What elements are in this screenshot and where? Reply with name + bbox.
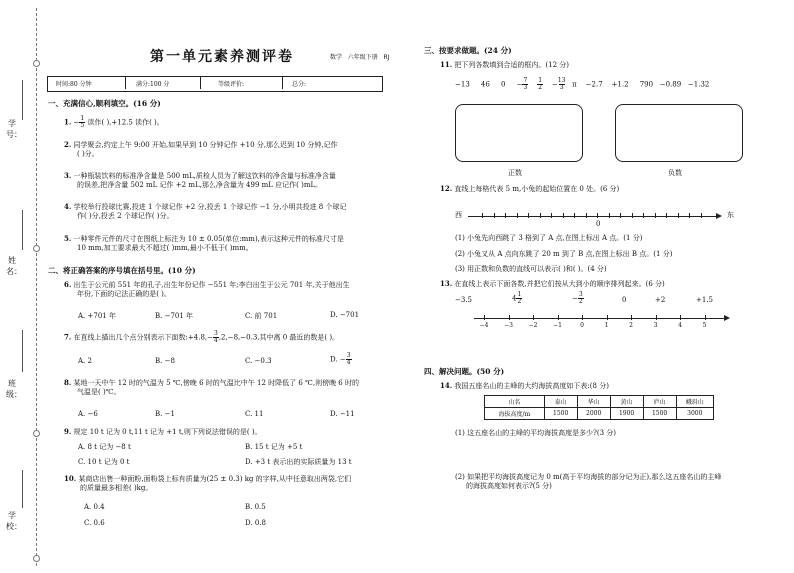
number-item: 46 (480, 80, 490, 89)
question-4 (64, 202, 346, 221)
tick-label: 4 (678, 322, 682, 329)
divider (200, 77, 201, 89)
question-9 (64, 427, 262, 437)
question-text: 年份,下面的记法正确的是( )。 (77, 290, 171, 298)
number-line-tick (551, 213, 552, 218)
question-5 (64, 234, 344, 253)
section-2-title: 二、将正确答案的序号填在括号里。(10 分) (48, 266, 196, 275)
number-line-tick (505, 213, 506, 218)
q14-sub-1: (1) 这五座名山的主峰的平均海拔高度是多少?(3 分) (455, 429, 617, 437)
q14-sub-2 (455, 473, 721, 491)
question-number: 12. (440, 184, 453, 193)
grade: 六年级下册 (347, 54, 378, 61)
option-c[interactable]: C. 0.6 (84, 519, 105, 527)
time-info: 时间:80 分钟 (56, 81, 92, 88)
fraction-denominator: 3 (523, 84, 528, 91)
number-item: −2.7 (585, 80, 603, 89)
table-header: 华山 (577, 396, 610, 408)
question-text: ,2,−8,−0.3,其中离 0 最近的数是( )。 (218, 333, 340, 342)
sign: − (516, 80, 523, 89)
question-3 (64, 171, 336, 190)
table-header: 山名 (485, 396, 545, 408)
number-item: −1.32 (687, 80, 710, 89)
option-c[interactable]: C. 10 t 记为 0 t (78, 458, 130, 466)
number-line-tick (607, 315, 608, 320)
question-text: 的误差,把净含量 502 mL 记作 +2 mL,那么净含量为 499 mL 应记作( )mL。 (77, 181, 323, 189)
question-number: 11. (440, 60, 453, 69)
negative-box[interactable] (615, 104, 743, 162)
question-number: 10. (64, 474, 77, 483)
question-text: 作( )分,投丢 2 个球记作( )分。 (77, 212, 174, 220)
question-2 (64, 140, 338, 159)
number-line-tick (631, 315, 632, 320)
option-a[interactable]: A. 2 (78, 357, 92, 365)
question-text: 的质量最多相差( )kg。 (80, 484, 153, 492)
arrow-icon (724, 315, 730, 321)
question-text: 直线上每格代表 5 m,小兔的起始位置在 0 处。(6 分) (454, 185, 620, 193)
number-line-tick (582, 315, 583, 320)
fraction-denominator: 3 (559, 84, 564, 91)
mountain-table (484, 395, 714, 420)
question-text: 在直线上表示下面各数,并把它们按从大到小的顺序排列起来。(6 分) (454, 280, 665, 288)
school-label: 学 校： (6, 511, 22, 531)
number-line-tick (482, 213, 483, 218)
binding-hole (33, 555, 40, 562)
number-item: +1.2 (611, 80, 629, 89)
question-text: 气温是( )℃。 (77, 388, 121, 396)
number-line-tick (643, 213, 644, 218)
section-4-title: 四、解决问题。(50 分) (424, 367, 505, 376)
q13-value: +1.5 (696, 296, 713, 304)
number-line-tick (609, 213, 610, 218)
table-cell: 2000 (577, 408, 610, 420)
positive-box-label: 正数 (508, 169, 522, 177)
number-line-tick (701, 213, 702, 218)
tick-label: −4 (479, 322, 489, 329)
number-list (455, 78, 709, 91)
binding-hole (33, 60, 40, 67)
tick-label: 2 (629, 322, 633, 329)
number-item: −13 (455, 80, 470, 89)
name-label: 姓 名： (6, 256, 22, 276)
sign: − (572, 294, 578, 303)
fraction-denominator: 2 (517, 298, 522, 305)
option-b[interactable]: B. 15 t 记为 +5 t (245, 443, 303, 451)
number-line-tick (655, 213, 656, 218)
q12-sub-1: (1) 小兔先向西跳了 3 格到了 A 点,在图上标出 A 点。(1 分) (455, 234, 643, 242)
q13-value (572, 292, 584, 305)
question-text: (2) 如果把平均海拔高度记为 0 m(高于平均海拔的部分记为正),那么这五座名山的主峰 (455, 473, 722, 481)
fraction-numerator: 3 (578, 291, 583, 298)
exam-info-bar (47, 76, 383, 92)
binding-hole (33, 245, 40, 252)
tick-label: 0 (580, 322, 584, 329)
grade-eval-field[interactable]: 等级评价: (218, 81, 245, 88)
score-info: 满分:100 分 (136, 81, 170, 88)
question-text: 同学聚会,约定上午 9:00 开始,如果早到 10 分钟记作 +10 分,那么迟到 10 分钟,记作 (73, 141, 338, 149)
positive-box[interactable] (455, 104, 583, 162)
question-number: 3. (64, 171, 72, 180)
sign: − (73, 118, 80, 127)
number-line-tick (680, 315, 681, 320)
question-text: 把下列各数填到合适的框内。(12 分) (454, 61, 570, 69)
question-text: 某商店出售一种面粉,面粉袋上标有质量为(25 ± 0.3) kg 的字样,从中任意取出两袋,它们 (78, 475, 352, 483)
fraction-numerator: 3 (214, 330, 218, 337)
number-line-tick (563, 213, 564, 218)
mixed-whole: 4 (512, 294, 517, 303)
option-c[interactable]: C. −0.3 (245, 357, 272, 365)
option-d[interactable]: D. −701 (330, 311, 360, 319)
number-line-tick (689, 213, 690, 218)
question-text: 一种零件元件的尺寸在图纸上标注为 10 ± 0.05(单位:mm),表示这种元件的标准尺寸是 (73, 235, 344, 243)
divider (282, 77, 283, 89)
table-cell: 1500 (643, 408, 676, 420)
question-number: 2. (64, 140, 72, 149)
edition: RJ (383, 54, 390, 61)
table-cell: 海拔高度/m (485, 408, 545, 420)
question-13 (440, 279, 665, 289)
number-line-tick (656, 315, 657, 320)
question-text: 10 mm,加工要求最大不超过( )mm,最小不低于( )mm。 (77, 244, 253, 252)
question-number: 1. (64, 117, 72, 127)
q12-sub-2: (2) 小兔又从 A 点向东跳了 20 m 到了 B 点,在图上标出 B 点。(1 分) (455, 250, 673, 258)
tick-label: 3 (653, 322, 658, 329)
question-number: 13. (440, 279, 453, 288)
option-d[interactable]: D. 0.8 (245, 519, 266, 527)
question-8 (64, 378, 359, 397)
fraction-denominator: 4 (346, 359, 351, 366)
school-blank[interactable] (22, 470, 23, 508)
question-number: 7. (64, 332, 72, 342)
zero-label: 0 (596, 220, 601, 228)
number-line-13 (474, 318, 728, 319)
number-line-tick (678, 213, 679, 218)
binding-fold-line (36, 8, 37, 566)
question-text: 某地一天中午 12 时的气温为 5 ℃,傍晚 6 时的气温比中午 12 时降低了 6 ℃,则傍晚 6 时的 (73, 379, 359, 387)
number-line-tick (528, 213, 529, 218)
class-label: 班 级： (6, 379, 22, 399)
option-c[interactable]: C. 前 701 (245, 312, 278, 320)
question-text: 出生于公元前 551 年的孔子,出生年份记作 −551 年;李白出生于公元 701 年,关于他出生 (73, 281, 350, 289)
option-d[interactable]: D. −11 (330, 410, 355, 418)
option-label: D. − (330, 355, 346, 364)
class-blank[interactable] (22, 330, 23, 372)
option-c[interactable]: C. 11 (245, 410, 264, 418)
number-line-tick (517, 213, 518, 218)
fraction-numerator: 1 (80, 115, 85, 122)
number-line-tick (574, 213, 575, 218)
question-number: 6. (64, 280, 72, 289)
binding-hole (33, 430, 40, 437)
tick-label: 1 (604, 322, 609, 329)
q13-value: 0 (622, 296, 627, 304)
fraction-numerator: 7 (523, 77, 528, 84)
question-6 (64, 280, 350, 299)
question-14 (440, 381, 609, 391)
table-header: 泰山 (544, 396, 577, 408)
question-text: 一种瓶装饮料的标准净含量是 500 mL,质检人员为了解这饮料的净含量与标准净含量 (73, 172, 336, 180)
fraction-denominator: 2 (538, 84, 543, 91)
number-line-tick (509, 315, 510, 320)
table-cell: 1500 (544, 408, 577, 420)
question-10 (64, 474, 351, 493)
fraction-numerator: 1 (517, 291, 522, 298)
number-line-tick (666, 213, 667, 218)
table-row (485, 396, 714, 408)
fraction-numerator: 1 (538, 77, 543, 84)
table-header: 庐山 (643, 396, 676, 408)
option-b[interactable]: B. −701 年 (155, 312, 194, 320)
question-12 (440, 184, 619, 194)
table-header: 黄山 (610, 396, 643, 408)
question-text: 在直线上描出几个点分别表示下面数:+4.8,− (73, 333, 213, 342)
number-item: π (572, 80, 577, 89)
total-score-field[interactable]: 总分: (292, 81, 307, 88)
fraction-denominator: 2 (578, 298, 583, 305)
page-title: 第一单元素养测评卷 (150, 49, 294, 65)
option-d[interactable]: D. +3 t 表示出的实际质量为 13 t (245, 458, 352, 466)
option-b[interactable]: B. 0.5 (245, 503, 266, 511)
option-a[interactable]: A. 8 t 记为 −8 t (78, 443, 131, 451)
number-item: 790 (639, 80, 654, 89)
question-text: 学校举行投球比赛,投进 1 个球记作 +2 分,投丢 1 个球记作 −1 分,小明共投进 8 个球记 (73, 203, 347, 211)
question-number: 8. (64, 378, 72, 387)
question-11 (440, 60, 569, 70)
number-line-tick (597, 213, 598, 218)
tick-label: −3 (504, 322, 513, 329)
question-text: 规定 10 t 记为 0 t,11 t 记为 +1 t,则下列说法错误的是( )。 (73, 428, 262, 436)
fraction-numerator: 3 (346, 352, 351, 359)
q13-value: −3.5 (455, 296, 472, 304)
east-label: 东 (727, 211, 734, 219)
name-blank[interactable] (22, 210, 23, 250)
student-id-label: 学 号： (6, 119, 22, 139)
number-line-tick (705, 315, 706, 320)
fraction-denominator: 4 (214, 337, 218, 344)
fraction-numerator: 13 (557, 77, 566, 84)
sign: − (551, 80, 558, 89)
subject-info (330, 52, 389, 61)
number-line-tick (620, 213, 621, 218)
number-line-tick (484, 315, 485, 320)
subject: 数学 (330, 54, 343, 61)
option-a[interactable]: A. +701 年 (78, 312, 116, 320)
question-text: 我国五座名山的主峰的大约海拔高度如下表:(8 分) (454, 382, 609, 390)
option-b[interactable]: B. −8 (155, 357, 175, 365)
option-d[interactable] (330, 353, 352, 366)
arrow-icon (716, 213, 722, 219)
question-number: 14. (440, 381, 453, 390)
number-item: 0 (500, 80, 506, 89)
tick-label: 5 (702, 322, 707, 329)
section-3-title: 三、按要求做题。(24 分) (424, 46, 512, 55)
number-item: −0.89 (659, 80, 682, 89)
tick-label: −1 (553, 322, 562, 329)
question-number: 4. (64, 202, 72, 211)
option-a[interactable]: A. −6 (78, 410, 98, 418)
table-header: 峨眉山 (676, 396, 713, 408)
tick-label: −2 (528, 322, 538, 329)
question-text: 读作( ),+12.5 读作( )。 (87, 118, 164, 127)
number-line-tick (533, 315, 534, 320)
west-label: 西 (455, 211, 462, 219)
question-number: 5. (64, 234, 72, 243)
divider (125, 77, 126, 89)
question-text: ( )分。 (77, 150, 99, 158)
section-1-title: 一、充满信心,顺利填空。(16 分) (48, 99, 161, 108)
option-a[interactable]: A. 0.4 (84, 503, 105, 511)
number-line-tick (494, 213, 495, 218)
q13-value (512, 292, 522, 305)
table-cell: 1900 (610, 408, 643, 420)
question-text: 的海拔高度如何表示?(5 分) (466, 482, 552, 490)
question-number: 9. (64, 427, 72, 436)
number-line-tick (586, 213, 587, 218)
q13-value: +2 (655, 296, 666, 304)
negative-box-label: 负数 (668, 169, 682, 177)
student-id-blank[interactable] (22, 80, 23, 120)
number-line-tick (558, 315, 559, 320)
fraction-denominator: 5 (80, 122, 85, 129)
number-line-tick (632, 213, 633, 218)
table-cell: 3000 (676, 408, 713, 420)
question-1 (64, 116, 164, 129)
number-line-tick (540, 213, 541, 218)
q12-sub-3: (3) 用正数和负数的直线可以表示( )和( )。(4 分) (455, 265, 607, 273)
table-row (485, 408, 714, 420)
option-b[interactable]: B. −1 (155, 410, 175, 418)
question-7 (64, 331, 339, 344)
